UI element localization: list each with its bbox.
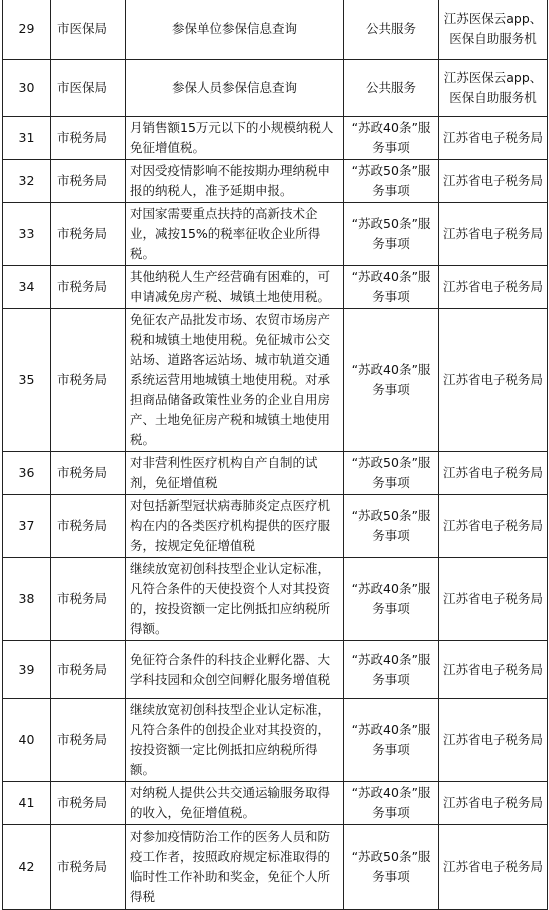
content-cell: 对纳税人提供公共交通运输服务取得的收入，免征增值税。: [126, 782, 344, 825]
row-number: 36: [3, 452, 51, 495]
department-cell: 市税务局: [51, 558, 126, 641]
type-cell: “苏政50条”服务事项: [344, 452, 439, 495]
department-cell: 市税务局: [51, 160, 126, 203]
table-row: [3, 782, 548, 825]
department-cell: 市税务局: [51, 309, 126, 452]
table-row: [3, 203, 548, 266]
row-number: 39: [3, 641, 51, 699]
row-number: 31: [3, 117, 51, 160]
table-row: [3, 452, 548, 495]
channel-cell: 江苏省电子税务局: [439, 309, 548, 452]
row-number: 40: [3, 699, 51, 782]
type-cell: “苏政40条”服务事项: [344, 309, 439, 452]
channel-cell: 江苏医保云app、医保自助服务机: [439, 60, 548, 117]
department-cell: 市税务局: [51, 117, 126, 160]
content-cell: 月销售额15万元以下的小规模纳税人免征增值税。: [126, 117, 344, 160]
channel-cell: 江苏省电子税务局: [439, 782, 548, 825]
channel-cell: 江苏省电子税务局: [439, 452, 548, 495]
table-row: [3, 0, 548, 60]
channel-cell: 江苏省电子税务局: [439, 117, 548, 160]
channel-cell: 江苏省电子税务局: [439, 160, 548, 203]
content-cell: 对非营利性医疗机构自产自制的试剂，免征增值税: [126, 452, 344, 495]
content-cell: 对因受疫情影响不能按期办理纳税申报的纳税人，准予延期申报。: [126, 160, 344, 203]
channel-cell: 江苏省电子税务局: [439, 266, 548, 309]
department-cell: 市税务局: [51, 699, 126, 782]
policy-table: [2, 0, 548, 910]
row-number: 34: [3, 266, 51, 309]
department-cell: 市税务局: [51, 452, 126, 495]
type-cell: “苏政50条”服务事项: [344, 160, 439, 203]
type-cell: “苏政40条”服务事项: [344, 699, 439, 782]
channel-cell: 江苏省电子税务局: [439, 699, 548, 782]
content-cell: 参保单位参保信息查询: [126, 0, 344, 60]
table-row: [3, 495, 548, 558]
department-cell: 市税务局: [51, 782, 126, 825]
table-row: [3, 558, 548, 641]
content-cell: 参保人员参保信息查询: [126, 60, 344, 117]
row-number: 32: [3, 160, 51, 203]
type-cell: “苏政40条”服务事项: [344, 266, 439, 309]
channel-cell: 江苏省电子税务局: [439, 641, 548, 699]
type-cell: “苏政40条”服务事项: [344, 641, 439, 699]
channel-cell: 江苏省电子税务局: [439, 558, 548, 641]
row-number: 42: [3, 825, 51, 910]
type-cell: “苏政40条”服务事项: [344, 558, 439, 641]
table-row: [3, 641, 548, 699]
department-cell: 市税务局: [51, 825, 126, 910]
table-row: [3, 117, 548, 160]
channel-cell: 江苏省电子税务局: [439, 203, 548, 266]
type-cell: “苏政40条”服务事项: [344, 782, 439, 825]
type-cell: “苏政50条”服务事项: [344, 203, 439, 266]
type-cell: “苏政40条”服务事项: [344, 117, 439, 160]
content-cell: 继续放宽初创科技型企业认定标准，凡符合条件的天使投资个人对其投资的，按投资额一定比例抵扣应纳税所得额。: [126, 558, 344, 641]
content-cell: 对包括新型冠状病毒肺炎定点医疗机构在内的各类医疗机构提供的医疗服务，按规定免征增值税: [126, 495, 344, 558]
department-cell: 市税务局: [51, 203, 126, 266]
channel-cell: 江苏医保云app、医保自助服务机: [439, 0, 548, 60]
table-row: [3, 825, 548, 910]
content-cell: 免征农产品批发市场、农贸市场房产税和城镇土地使用税。免征城市公交站场、道路客运站场、城市轨道交通系统运营用地城镇土地使用税。对承担商品储备政策性业务的企业自用房产、土地免征房产税和城镇土地使用税。: [126, 309, 344, 452]
row-number: 29: [3, 0, 51, 60]
channel-cell: 江苏省电子税务局: [439, 825, 548, 910]
department-cell: 市医保局: [51, 0, 126, 60]
department-cell: 市税务局: [51, 266, 126, 309]
department-cell: 市税务局: [51, 495, 126, 558]
table-row: [3, 266, 548, 309]
row-number: 41: [3, 782, 51, 825]
department-cell: 市税务局: [51, 641, 126, 699]
row-number: 37: [3, 495, 51, 558]
row-number: 30: [3, 60, 51, 117]
channel-cell: 江苏省电子税务局: [439, 495, 548, 558]
content-cell: 对国家需要重点扶持的高新技术企业，减按15%的税率征收企业所得税。: [126, 203, 344, 266]
type-cell: 公共服务: [344, 0, 439, 60]
content-cell: 继续放宽初创科技型企业认定标准，凡符合条件的创投企业对其投资的，按投资额一定比例抵扣应纳税所得额。: [126, 699, 344, 782]
table-row: [3, 60, 548, 117]
row-number: 38: [3, 558, 51, 641]
type-cell: “苏政50条”服务事项: [344, 825, 439, 910]
content-cell: 免征符合条件的科技企业孵化器、大学科技园和众创空间孵化服务增值税: [126, 641, 344, 699]
content-cell: 其他纳税人生产经营确有困难的，可申请减免房产税、城镇土地使用税。: [126, 266, 344, 309]
table-row: [3, 309, 548, 452]
content-cell: 对参加疫情防治工作的医务人员和防疫工作者，按照政府规定标准取得的临时性工作补助和奖金，免征个人所得税: [126, 825, 344, 910]
type-cell: “苏政50条”服务事项: [344, 495, 439, 558]
row-number: 35: [3, 309, 51, 452]
type-cell: 公共服务: [344, 60, 439, 117]
department-cell: 市医保局: [51, 60, 126, 117]
table-row: [3, 699, 548, 782]
table-row: [3, 160, 548, 203]
row-number: 33: [3, 203, 51, 266]
